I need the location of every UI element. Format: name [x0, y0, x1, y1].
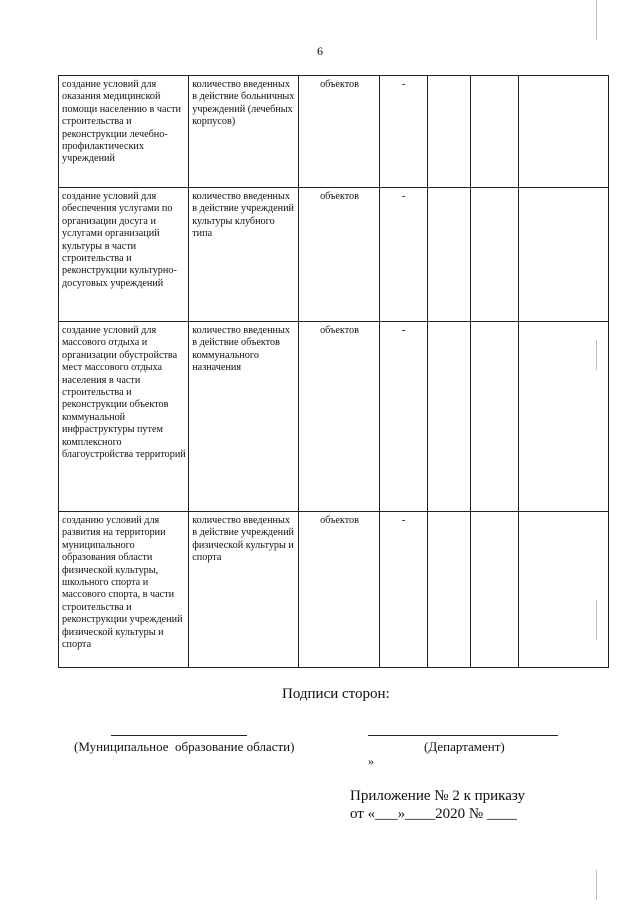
table-row — [59, 76, 609, 188]
empty-cell — [427, 76, 470, 188]
unit-cell: объектов — [299, 188, 379, 322]
unit-cell: объектов — [299, 322, 379, 512]
empty-cell — [427, 322, 470, 512]
quote-mark: » — [368, 754, 374, 768]
goal-cell: создание условий для массового отдыха и организации обустройства мест массового отдыха населения в части строительства и реконструкции объектов коммунальной инфраструктуры путем комплексного благоустройства территорий — [59, 322, 189, 512]
goal-cell: создание условий для обеспечения услугами по организации досуга и услугами организаций культуры в части строительства и реконструкции культурно-досуговых учреждений — [59, 188, 189, 322]
scan-edge-mark — [596, 0, 597, 40]
empty-cell — [470, 512, 518, 668]
indicator-cell: количество введенных в действие объектов коммунального назначения — [189, 322, 299, 512]
table-row — [59, 512, 609, 668]
indicator-cell: количество введенных в действие учреждений физической культуры и спорта — [189, 512, 299, 668]
empty-cell — [518, 512, 608, 668]
value-cell: - — [379, 322, 427, 512]
empty-cell — [470, 76, 518, 188]
scan-edge-mark — [596, 870, 597, 900]
scan-edge-mark — [596, 600, 597, 640]
empty-cell — [470, 188, 518, 322]
appendix-title: Приложение № 2 к приказу — [350, 788, 525, 804]
value-cell: - — [379, 76, 427, 188]
unit-cell: объектов — [299, 512, 379, 668]
right-signature-line — [368, 735, 558, 736]
left-signature-line — [111, 735, 247, 736]
empty-cell — [427, 512, 470, 668]
goal-cell: создание условий для оказания медицинской помощи населению в части строительства и реконструкции лечебно-профилактических учреждений — [59, 76, 189, 188]
indicator-cell: количество введенных в действие учреждений культуры клубного типа — [189, 188, 299, 322]
table-row — [59, 188, 609, 322]
value-cell: - — [379, 512, 427, 668]
appendix-date-line: от «___»____2020 № ____ — [350, 806, 517, 822]
empty-cell — [518, 76, 608, 188]
scan-edge-mark — [596, 340, 597, 370]
indicator-cell: количество введенных в действие больничных учреждений (лечебных корпусов) — [189, 76, 299, 188]
empty-cell — [518, 188, 608, 322]
table-row — [59, 322, 609, 512]
signatures-title: Подписи сторон: — [282, 686, 390, 702]
left-party-label: (Муниципальное образование области) — [74, 739, 295, 754]
goal-cell: созданию условий для развития на территории муниципального образования области физической культуры, школьного спорта и массового спорта, в части строительства и реконструкции учреждений физической культуры и спорта — [59, 512, 189, 668]
empty-cell — [427, 188, 470, 322]
value-cell: - — [379, 188, 427, 322]
page-number: 6 — [317, 44, 323, 58]
unit-cell: объектов — [299, 76, 379, 188]
empty-cell — [518, 322, 608, 512]
indicators-table — [58, 75, 609, 668]
right-party-label: (Департамент) — [424, 739, 505, 754]
empty-cell — [470, 322, 518, 512]
